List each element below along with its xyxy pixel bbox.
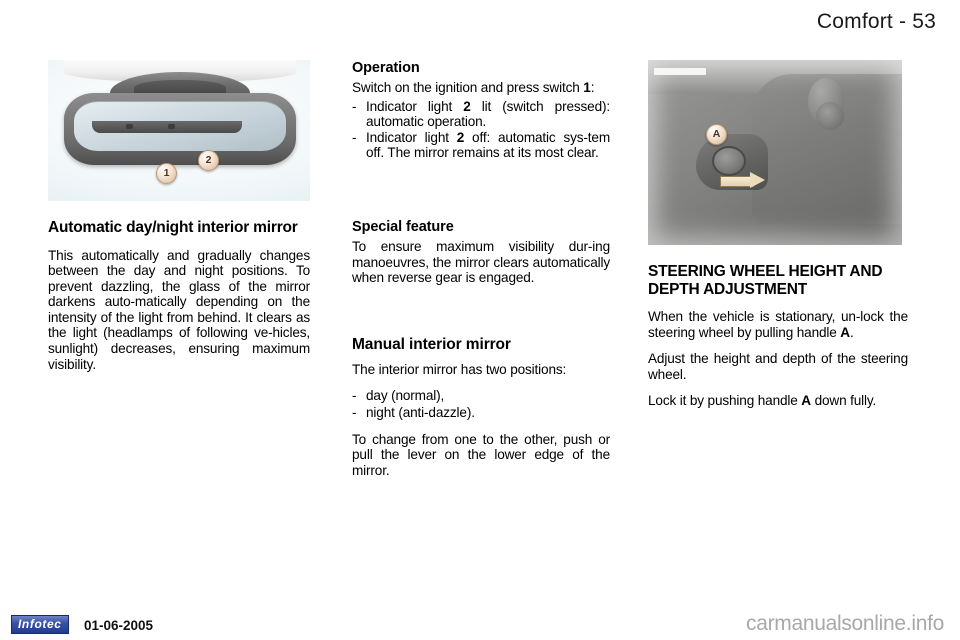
steering-column-adjustment-photo [648, 60, 902, 245]
mirror-lower-edge-shape [92, 121, 242, 133]
arrow-shaft-shape [720, 176, 754, 187]
steering-paragraph-2: Adjust the height and depth of the steering wheel. [648, 351, 908, 382]
item-bold: 2 [463, 98, 471, 114]
arrow-head-shape [750, 172, 765, 188]
left-column [48, 60, 310, 383]
operation-list-item [352, 99, 610, 130]
para3-post: down fully. [810, 393, 877, 409]
mirror-switch-shape [126, 124, 133, 129]
mirror-indicator-shape [168, 124, 175, 129]
item-pre: Indicator light [366, 98, 464, 114]
handle-label-bold: A [840, 324, 850, 340]
dashboard-control-shape [816, 102, 844, 130]
site-watermark: carmanualsonline.info [746, 612, 944, 635]
page-header [0, 10, 960, 44]
special-feature-heading: Special feature [352, 218, 454, 235]
middle-column [352, 60, 610, 489]
manual-mirror-intro: The interior mirror has two positions: [352, 361, 567, 377]
operation-intro-pre: Switch on the ignition and press switch [352, 80, 584, 95]
item-post: off: automatic sys-tem off. The mirror remains at its most clear. [366, 129, 610, 161]
para3-pre: Lock it by pushing handle [648, 393, 802, 409]
callout-marker-2: 2 [198, 150, 219, 171]
operation-intro-post: : [590, 80, 595, 95]
operation-list-item [352, 130, 610, 161]
page-footer [0, 594, 960, 640]
direction-arrow-icon [720, 172, 768, 188]
item-pre: Indicator light [366, 129, 457, 145]
manual-mirror-outro: To change from one to the other, push or pull the lever on the lower edge of the mirror. [352, 431, 610, 478]
manual-mirror-positions-list [352, 388, 610, 420]
manual-mirror-list-item: - day (normal), [352, 388, 610, 404]
manual-mirror-heading: Manual interior mirror [352, 335, 511, 353]
steering-adjustment-heading: STEERING WHEEL HEIGHT AND DEPTH ADJUSTMENT [648, 263, 883, 298]
right-column [648, 60, 908, 420]
handle-label-bold: A [801, 393, 811, 409]
callout-marker-1: 1 [156, 163, 177, 184]
steering-paragraph-1 [648, 309, 908, 340]
manual-mirror-list-item: - night (anti-dazzle). [352, 405, 610, 421]
steering-paragraph-3 [648, 393, 908, 409]
interior-rear-view-mirror-photo [48, 60, 310, 201]
para1-post: . [849, 324, 854, 340]
operation-intro-paragraph [352, 80, 610, 96]
special-feature-paragraph: To ensure maximum visibility dur-ing manoeuvres, the mirror clears automatically when reverse gear is engaged. [352, 238, 610, 286]
para1-pre: When the vehicle is stationary, un-lock the steering wheel by pulling handle [648, 309, 908, 340]
operation-heading: Operation [352, 60, 420, 76]
switch-number-bold: 1 [583, 80, 591, 95]
item-bold: 2 [456, 129, 465, 145]
page-title: Comfort - 53 [816, 10, 936, 33]
automatic-mirror-paragraph: This automatically and gradually changes between the day and night positions. To prevent dazzling, the glass of the mirror darkens auto-matically depending on the intensity of the light from behind. It clears as the light (headlamps of following ve-hicles, sunlight) decreases, ensuring maximum visibility. [48, 247, 310, 372]
footer-date: 01-06-2005 [84, 618, 154, 633]
infotec-logo: Infotec [11, 615, 69, 634]
automatic-mirror-heading: Automatic day/night interior mirror [48, 219, 298, 236]
dashboard-trim-shape [654, 68, 706, 75]
callout-marker-a: A [706, 124, 727, 145]
operation-list [352, 99, 610, 161]
item-post: lit (switch pressed): automatic operation. [366, 98, 610, 130]
